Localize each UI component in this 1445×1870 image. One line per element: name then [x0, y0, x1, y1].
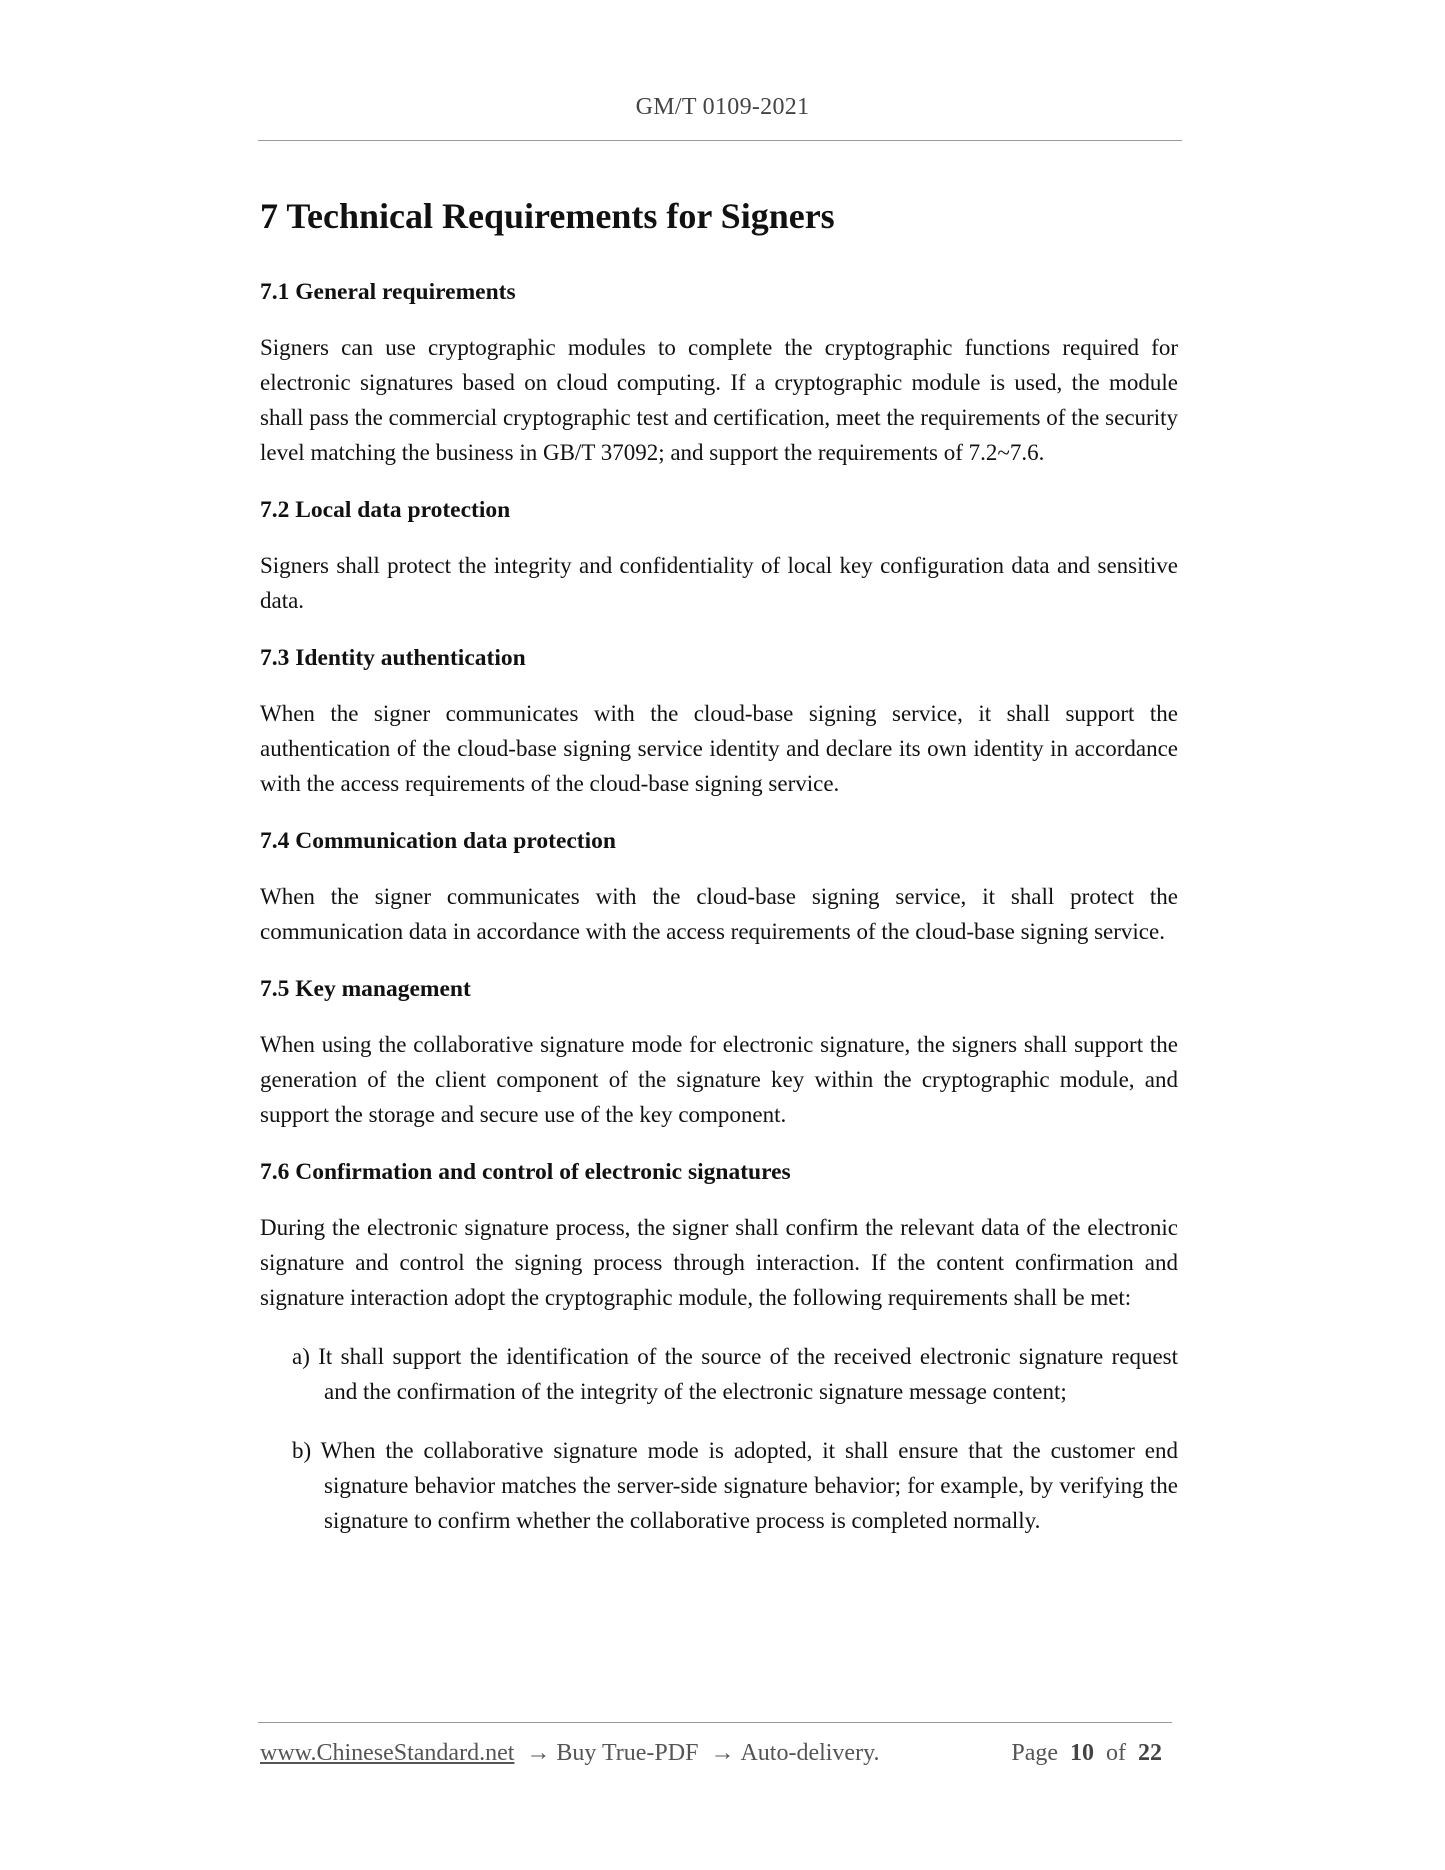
chapter-title: 7 Technical Requirements for Signers — [260, 196, 835, 236]
section-paragraph: During the electronic signature process, the signer shall confirm the relevant data of the electronic signature and control the signing process through interaction. If the content confirmation and signature interaction adopt the cryptographic module, the following requirements shall be met: — [260, 1215, 1178, 1310]
page-indicator — [1011, 1740, 1162, 1767]
header-divider — [258, 140, 1182, 141]
section-7-3 — [260, 642, 1178, 801]
list-item: a) It shall support the identification of the source of the received electronic signature request and the confirmation of the integrity of the electronic signature message content; — [292, 1344, 1178, 1404]
footer-promo — [260, 1740, 880, 1767]
section-heading: 7.3 Identity authentication — [260, 645, 526, 671]
section-paragraph: When the signer communicates with the cloud-base signing service, it shall protect the communication data in accordance with the access requirements of the cloud-base signing service. — [260, 884, 1178, 944]
document-id: GM/T 0109-2021 — [635, 94, 810, 120]
section-paragraph: When using the collaborative signature mode for electronic signature, the signers shall support the generation of the client component of the signature key within the cryptographic module, and support the storage and secure use of the key component. — [260, 1032, 1178, 1127]
of-label: of — [1106, 1740, 1126, 1766]
section-paragraph: Signers shall protect the integrity and confidentiality of local key configuration data and sensitive data. — [260, 553, 1178, 613]
section-heading: 7.2 Local data protection — [260, 497, 511, 523]
section-paragraph: Signers can use cryptographic modules to complete the cryptographic functions required for electronic signatures based on cloud computing. If a cryptographic module is used, the module shall pass the commercial cryptographic test and certification, meet the requirements of the security level matching the business in GB/T 37092; and support the requirements of 7.2~7.6. — [260, 335, 1178, 465]
page-total: 22 — [1138, 1740, 1162, 1766]
page-label: Page — [1011, 1740, 1058, 1766]
section-heading: 7.4 Communication data protection — [260, 828, 616, 854]
main-content — [260, 190, 1178, 1562]
section-paragraph: When the signer communicates with the cloud-base signing service, it shall support the authentication of the cloud-base signing service identity and declare its own identity in accordance with the access requirements of the cloud-base signing service. — [260, 701, 1178, 796]
section-7-4 — [260, 825, 1178, 949]
arrow-right-icon: → — [526, 1740, 551, 1766]
section-heading: 7.5 Key management — [260, 976, 471, 1002]
page-footer — [260, 1740, 1174, 1772]
arrow-right-icon: → — [710, 1740, 735, 1766]
section-7-2 — [260, 494, 1178, 618]
section-7-1 — [260, 276, 1178, 470]
section-heading: 7.6 Confirmation and control of electronic signatures — [260, 1159, 791, 1185]
list-item: b) When the collaborative signature mode is adopted, it shall ensure that the customer end signature behavior matches the server-side signature behavior; for example, by verifying the signature to confirm whether the collaborative process is completed normally. — [292, 1438, 1178, 1533]
section-7-6 — [260, 1156, 1178, 1538]
footer-divider — [258, 1722, 1172, 1723]
section-7-5 — [260, 973, 1178, 1132]
buy-text: Buy True-PDF — [556, 1740, 699, 1766]
section-heading: 7.1 General requirements — [260, 279, 516, 305]
page-number: 10 — [1070, 1740, 1094, 1766]
delivery-text: Auto-delivery. — [740, 1740, 880, 1766]
website-link[interactable]: www.ChineseStandard.net — [260, 1740, 515, 1766]
